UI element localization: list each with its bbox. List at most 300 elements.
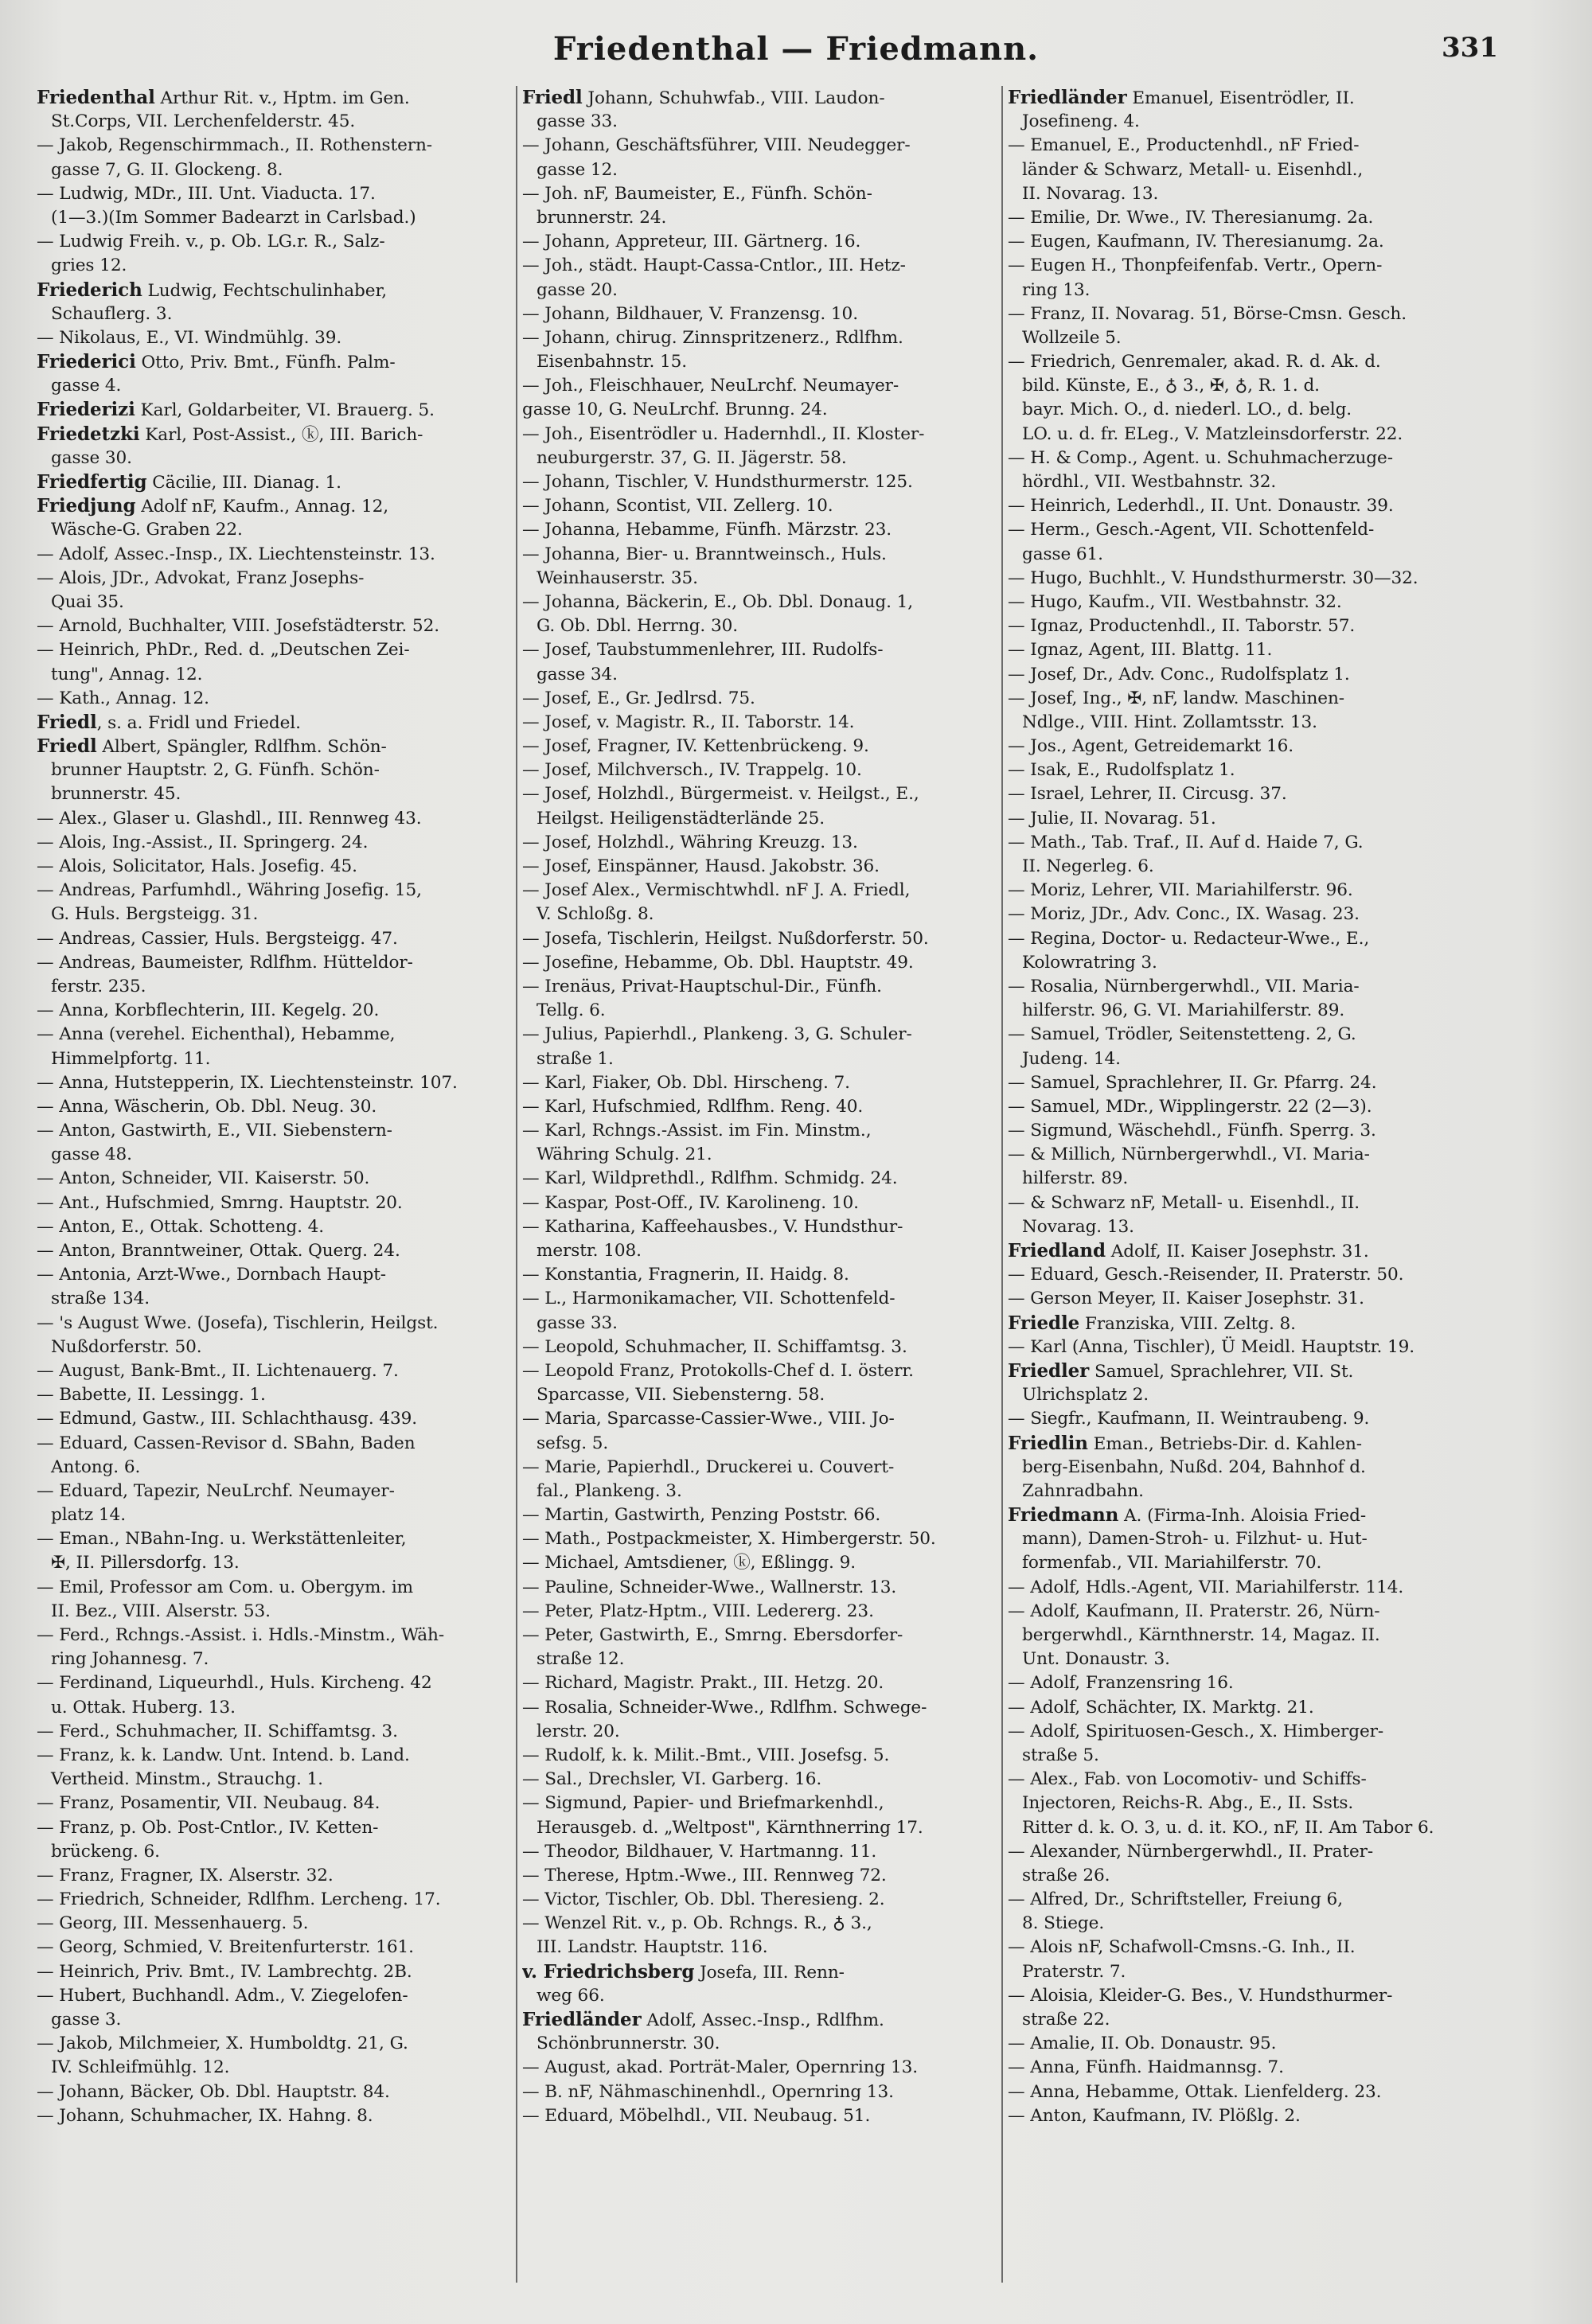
entry-line	[1008, 1095, 1500, 1119]
entry-text: — Joh., Eisentrödler u. Hadernhdl., II. Kloster-	[522, 423, 925, 444]
entry-text: bayr. Mich. O., d. niederl. LO., d. belg.	[1022, 400, 1352, 420]
entry-text: Nußdorferstr. 50.	[51, 1336, 202, 1357]
entry-text: Quai 35.	[51, 591, 124, 612]
entry-line	[522, 518, 995, 542]
entry-text: — Alexander, Nürnbergerwhdl., II. Prater-	[1008, 1841, 1374, 1862]
entry-line	[522, 614, 995, 638]
entry-text: gasse 7, G. II. Glockeng. 8.	[51, 159, 283, 180]
entry-text: — Gerson Meyer, II. Kaiser Josephstr. 31.	[1008, 1289, 1364, 1309]
entry-text: lerstr. 20.	[537, 1721, 620, 1741]
entry-text: — Arnold, Buchhalter, VIII. Josefstädterstr. 52.	[37, 616, 439, 637]
entry-surname: Friedler	[1008, 1359, 1090, 1382]
entry-text: — Ant., Hufschmied, Smrng. Hauptstr. 20.	[37, 1192, 403, 1213]
entry-line	[37, 1984, 514, 2008]
entry-text: hilferstr. 96, G. VI. Mariahilferstr. 89.	[1022, 1000, 1345, 1021]
entry-line	[37, 1624, 514, 1647]
entry-line	[1008, 591, 1500, 614]
entry-text: Vertheid. Minstm., Strauchg. 1.	[51, 1769, 323, 1790]
entry-line	[1008, 903, 1500, 926]
entry-line	[522, 1696, 995, 1720]
entry-line	[1008, 374, 1500, 398]
entry-line	[1008, 206, 1500, 230]
entry-line	[1008, 1191, 1500, 1215]
entry-line	[522, 543, 995, 567]
entry-text: — Kath., Annag. 12.	[37, 688, 209, 708]
entry-line	[1008, 254, 1500, 278]
entry-text: — Heinrich, PhDr., Red. d. „Deutschen Zei-	[37, 640, 410, 661]
entry-line	[522, 1456, 995, 1480]
entry-text: — Karl, Rchngs.-Assist. im Fin. Minstm.,	[522, 1121, 872, 1141]
entry-line	[1008, 1816, 1500, 1840]
entry-text: Otto, Priv. Bmt., Fünfh. Palm-	[135, 353, 396, 373]
entry-line	[1008, 1840, 1500, 1864]
entry-line	[1008, 1456, 1500, 1480]
entry-line	[37, 230, 514, 254]
entry-line	[1008, 1071, 1500, 1095]
entry-surname: Friedfertig	[37, 471, 147, 493]
entry-text: — Rosalia, Nürnbergerwhdl., VII. Maria-	[1008, 976, 1360, 996]
entry-text: Tellg. 6.	[537, 1000, 606, 1021]
entry-line	[1008, 494, 1500, 518]
entry-line	[522, 975, 995, 999]
entry-text: — Johann, Scontist, VII. Zellerg. 10.	[522, 496, 833, 517]
entry-line	[522, 638, 995, 662]
entry-line	[37, 302, 514, 326]
entry-text: formenfab., VII. Mariahilferstr. 70.	[1022, 1553, 1322, 1573]
entry-line	[1008, 134, 1500, 158]
entry-line	[37, 1696, 514, 1720]
entry-line	[37, 1119, 514, 1143]
entry-text: Währing Schulg. 21.	[537, 1144, 712, 1165]
entry-line	[37, 1432, 514, 1456]
entry-text: — Eugen H., Thonpfeifenfab. Vertr., Opern-	[1008, 255, 1383, 276]
entry-text: — Amalie, II. Ob. Donaustr. 95.	[1008, 2034, 1277, 2054]
entry-line	[522, 1215, 995, 1239]
entry-text: — August, akad. Porträt-Maler, Opernring 13.	[522, 2057, 919, 2078]
entry-line	[522, 855, 995, 879]
entry-line	[1008, 975, 1500, 999]
entry-text: V. Schloßg. 8.	[537, 904, 654, 925]
entry-line	[1008, 1960, 1500, 1984]
entry-text: Heilgst. Heiligenstädterlände 25.	[537, 808, 825, 829]
entry-line	[522, 1744, 995, 1768]
entry-line	[522, 1287, 995, 1311]
entry-line	[1008, 1336, 1500, 1359]
entry-text: — Friedrich, Genremaler, akad. R. d. Ak. d.	[1008, 352, 1381, 372]
entry-text: — Josef Alex., Vermischtwhdl. nF J. A. Friedl,	[522, 880, 911, 901]
entry-line	[37, 543, 514, 567]
entry-line	[522, 879, 995, 903]
entry-text: — Moriz, Lehrer, VII. Mariahilferstr. 96.	[1008, 880, 1353, 901]
entry-text: brückeng. 6.	[51, 1841, 160, 1862]
entry-text: — 's August Wwe. (Josefa), Tischlerin, Heilgst.	[37, 1312, 439, 1333]
entry-text: — Johanna, Hebamme, Fünfh. Märzstr. 23.	[522, 520, 892, 540]
entry-surname: Friedetzki	[37, 423, 140, 445]
entry-line	[37, 1143, 514, 1167]
entry-line	[522, 1527, 995, 1551]
entry-text: — Sigmund, Papier- und Briefmarkenhdl.,	[522, 1793, 884, 1814]
entry-line	[1008, 735, 1500, 758]
entry-line	[1008, 1047, 1500, 1071]
entry-text: — Karl (Anna, Tischler), Ü Meidl. Hauptstr. 19.	[1008, 1336, 1415, 1357]
entry-line	[37, 1551, 514, 1575]
entry-text: hördhl., VII. Westbahnstr. 32.	[1022, 472, 1277, 492]
entry-text: — Aloisia, Kleider-G. Bes., V. Hundsthurmer-	[1008, 1985, 1393, 2006]
entry-text: III. Landstr. Hauptstr. 116.	[537, 1937, 768, 1958]
entry-line	[37, 831, 514, 855]
entry-line	[37, 1480, 514, 1503]
entry-line	[1008, 711, 1500, 735]
entry-line	[1008, 2008, 1500, 2032]
entry-line	[522, 903, 995, 926]
entry-text: — Karl, Wildprethdl., Rdlfhm. Schmidg. 24.	[522, 1168, 898, 1189]
entry-text: gasse 3.	[51, 2010, 122, 2030]
entry-line	[522, 494, 995, 518]
entry-text: — B. nF, Nähmaschinenhdl., Opernring 13.	[522, 2081, 894, 2102]
entry-line	[522, 230, 995, 254]
entry-line	[522, 1503, 995, 1527]
entry-text: Eisenbahnstr. 15.	[537, 352, 688, 372]
entry-text: — Rudolf, k. k. Milit.-Bmt., VIII. Josefsg. 5.	[522, 1745, 890, 1765]
entry-text: Franziska, VIII. Zeltg. 8.	[1079, 1313, 1296, 1334]
entry-text: — Israel, Lehrer, II. Circusg. 37.	[1008, 784, 1287, 805]
entry-text: brunnerstr. 24.	[537, 207, 667, 228]
entry-text: tung", Annag. 12.	[51, 664, 203, 684]
entry-line	[1008, 1407, 1500, 1431]
entry-text: — Eugen, Kaufmann, IV. Theresianumg. 2a.	[1008, 232, 1384, 252]
entry-text: — Moriz, JDr., Adv. Conc., IX. Wasag. 23.	[1008, 904, 1360, 925]
entry-text: — Alois, JDr., Advokat, Franz Josephs-	[37, 567, 365, 588]
entry-line	[1008, 807, 1500, 831]
entry-line	[1008, 1383, 1500, 1407]
entry-line	[1008, 230, 1500, 254]
entry-text: Antong. 6.	[51, 1456, 141, 1477]
entry-line	[1008, 86, 1500, 110]
entry-line	[37, 1792, 514, 1815]
entry-line	[1008, 1215, 1500, 1239]
entry-line	[1008, 1720, 1500, 1744]
entry-line	[522, 591, 995, 614]
entry-text: — Joh., Fleischhauer, NeuLrchf. Neumayer-	[522, 376, 899, 396]
entry-line	[522, 350, 995, 374]
entry-line	[37, 638, 514, 662]
entry-line	[1008, 1792, 1500, 1815]
entry-text: sefsg. 5.	[537, 1433, 609, 1453]
entry-text: — Alfred, Dr., Schriftsteller, Freiung 6,	[1008, 1889, 1343, 1910]
entry-line	[1008, 1312, 1500, 1336]
entry-text: — Anton, Kaufmann, IV. Plößlg. 2.	[1008, 2105, 1301, 2126]
entry-line	[37, 446, 514, 470]
entry-text: ✠, II. Pillersdorfg. 13.	[51, 1553, 240, 1573]
entry-surname: Friedländer	[522, 2009, 642, 2030]
entry-text: Ritter d. k. O. 3, u. d. it. KO., nF, II. Am Tabor 6.	[1022, 1817, 1434, 1838]
entry-text: Praterstr. 7.	[1022, 1961, 1126, 1982]
entry-line	[37, 591, 514, 614]
entry-line	[1008, 1576, 1500, 1600]
entry-text: gasse 10, G. NeuLrchf. Brunng. 24.	[522, 400, 828, 420]
entry-text: straße 134.	[51, 1289, 150, 1309]
entry-text: — Hubert, Buchhandl. Adm., V. Ziegelofen-	[37, 1985, 408, 2006]
entry-text: — Johanna, Bier- u. Branntweinsch., Huls.	[522, 544, 887, 564]
entry-surname: v. Friedrichsberg	[522, 1960, 695, 1983]
entry-line	[522, 1768, 995, 1792]
entry-text: — Isak, E., Rudolfsplatz 1.	[1008, 760, 1235, 781]
entry-text: — Peter, Gastwirth, E., Smrng. Ebersdorfer-	[522, 1625, 903, 1645]
entry-text: — Franz, p. Ob. Post-Cntlor., IV. Ketten-	[37, 1817, 379, 1838]
entry-text: — Adolf, Hdls.-Agent, VII. Mariahilferstr. 114.	[1008, 1577, 1404, 1597]
entry-text: — Josef, Milchversch., IV. Trappelg. 10.	[522, 760, 862, 781]
entry-line	[37, 1095, 514, 1119]
entry-line	[37, 879, 514, 903]
entry-text: — Johann, chirug. Zinnspritzenerz., Rdlfhm.	[522, 327, 903, 348]
entry-line	[522, 831, 995, 855]
entry-line	[37, 2008, 514, 2032]
entry-line	[522, 423, 995, 446]
entry-line	[522, 927, 995, 951]
entry-line	[522, 1840, 995, 1864]
entry-line	[1008, 782, 1500, 806]
entry-line	[37, 1768, 514, 1792]
entry-text: — L., Harmonikamacher, VII. Schottenfeld-	[522, 1289, 896, 1309]
entry-line	[1008, 2080, 1500, 2104]
entry-text: Ndlge., VIII. Hint. Zollamtsstr. 13.	[1022, 712, 1317, 732]
entry-text: — Anton, E., Ottak. Schotteng. 4.	[37, 1216, 325, 1237]
entry-text: brunnerstr. 45.	[51, 784, 181, 805]
entry-text: — Hugo, Buchhlt., V. Hundsthurmerstr. 30—32.	[1008, 567, 1418, 588]
entry-line	[522, 1191, 995, 1215]
entry-line	[522, 470, 995, 494]
entry-text: Cäcilie, III. Dianag. 1.	[146, 473, 341, 493]
entry-line	[37, 614, 514, 638]
entry-text: brunner Hauptstr. 2, G. Fünfh. Schön-	[51, 760, 380, 781]
entry-text: — Josef, Taubstummenlehrer, III. Rudolfs-	[522, 640, 884, 661]
entry-text: — Anton, Gastwirth, E., VII. Siebenstern-	[37, 1121, 392, 1141]
entry-text: — Anna, Hutstepperin, IX. Liechtensteinstr. 107.	[37, 1072, 458, 1093]
entry-line	[522, 807, 995, 831]
entry-line	[1008, 831, 1500, 855]
entry-line	[37, 1071, 514, 1095]
entry-text: fal., Plankeng. 3.	[537, 1480, 682, 1501]
entry-text: Unt. Donaustr. 3.	[1022, 1649, 1170, 1670]
entry-line	[522, 182, 995, 206]
entry-text: ferstr. 235.	[51, 976, 146, 996]
entry-surname: Friederich	[37, 279, 142, 301]
entry-text: — Josef, E., Gr. Jedlrsd. 75.	[522, 688, 755, 708]
entry-text: — Math., Tab. Traf., II. Auf d. Haide 7, G.	[1008, 832, 1364, 852]
entry-line	[1008, 614, 1500, 638]
page-header	[0, 30, 1592, 78]
entry-line	[522, 1864, 995, 1888]
entry-text: — Heinrich, Priv. Bmt., IV. Lambrechtg. 2B.	[37, 1961, 412, 1982]
entry-text: länder & Schwarz, Metall- u. Eisenhdl.,	[1022, 159, 1364, 180]
entry-text: Adolf nF, Kaufm., Annag. 12,	[135, 497, 389, 517]
entry-line	[522, 206, 995, 230]
entry-text: — Adolf, Assec.-Insp., IX. Liechtensteinstr. 13.	[37, 544, 435, 564]
entry-line	[1008, 350, 1500, 374]
entry-line	[37, 567, 514, 591]
entry-line	[37, 711, 514, 735]
entry-text: — Anna, Fünfh. Haidmannsg. 7.	[1008, 2057, 1284, 2078]
entry-line	[522, 1792, 995, 1815]
entry-text: — Marie, Papierhdl., Druckerei u. Couvert-	[522, 1456, 895, 1477]
entry-line	[1008, 1287, 1500, 1311]
entry-text: — Anna, Wäscherin, Ob. Dbl. Neug. 30.	[37, 1096, 377, 1117]
entry-line	[1008, 1143, 1500, 1167]
entry-text: gasse 34.	[537, 664, 618, 684]
entry-line	[522, 1984, 995, 2008]
entry-text: — Ignaz, Productenhdl., II. Taborstr. 57.	[1008, 616, 1356, 637]
entry-line	[1008, 182, 1500, 206]
entry-text: Josefineng. 4.	[1022, 111, 1140, 132]
entry-text: straße 1.	[537, 1048, 614, 1069]
entry-text: Zahnradbahn.	[1022, 1480, 1144, 1501]
entry-text: — Richard, Magistr. Prakt., III. Hetzg. 20.	[522, 1673, 884, 1694]
entry-text: — Regina, Doctor- u. Redacteur-Wwe., E.,	[1008, 928, 1370, 949]
column-left	[37, 86, 514, 2283]
entry-line	[37, 1912, 514, 1936]
entry-line	[37, 1527, 514, 1551]
entry-text: — Edmund, Gastw., III. Schlachthausg. 439.	[37, 1409, 418, 1429]
entry-text: — Johann, Geschäftsführer, VIII. Neudegger-	[522, 135, 911, 156]
running-head: Friedenthal — Friedmann.	[552, 30, 1040, 68]
entry-line	[1008, 1263, 1500, 1287]
entry-text: — Rosalia, Schneider-Wwe., Rdlfhm. Schwege-	[522, 1697, 927, 1718]
entry-text: — Irenäus, Privat-Hauptschul-Dir., Fünfh.	[522, 976, 882, 996]
entry-text: ring Johannesg. 7.	[51, 1649, 209, 1670]
entry-text: — Kaspar, Post-Off., IV. Karolineng. 10.	[522, 1192, 859, 1213]
entry-text: — Sal., Drechsler, VI. Garberg. 16.	[522, 1769, 822, 1790]
entry-text: — Friedrich, Schneider, Rdlfhm. Lercheng. 17.	[37, 1889, 441, 1910]
entry-text: ring 13.	[1022, 279, 1091, 300]
entry-line	[1008, 1912, 1500, 1936]
entry-text: — Franz, Posamentir, VII. Neubaug. 84.	[37, 1793, 380, 1814]
entry-line	[37, 2104, 514, 2128]
entry-text: — Alex., Glaser u. Glashdl., III. Rennweg 43.	[37, 808, 422, 829]
entry-text: Ludwig, Fechtschulinhaber,	[142, 280, 388, 301]
entry-line	[1008, 110, 1500, 134]
entry-text: Adolf, II. Kaiser Josephstr. 31.	[1106, 1242, 1369, 1261]
entry-surname: Friederizi	[37, 399, 135, 421]
entry-text: — Joh., städt. Haupt-Cassa-Cntlor., III. Hetz-	[522, 255, 906, 276]
entry-text: — Josef, Holzhdl., Bürgermeist. v. Heilgst., E.,	[522, 784, 919, 805]
entry-text: — Johann, Tischler, V. Hundsthurmerstr. 125.	[522, 472, 913, 492]
entry-line	[522, 1263, 995, 1287]
entry-line	[1008, 1647, 1500, 1671]
column-middle	[516, 86, 995, 2283]
entry-text: — Ferd., Rchngs.-Assist. i. Hdls.-Minstm., Wäh-	[37, 1625, 445, 1645]
entry-text: straße 5.	[1022, 1745, 1099, 1765]
entry-text: — Anna, Hebamme, Ottak. Lienfelderg. 23.	[1008, 2081, 1382, 2102]
entry-text: — Adolf, Franzensring 16.	[1008, 1673, 1234, 1694]
entry-text: — Herm., Gesch.-Agent, VII. Schottenfeld-	[1008, 520, 1375, 540]
entry-text: — Anna (verehel. Eichenthal), Hebamme,	[37, 1024, 396, 1045]
entry-line	[37, 1336, 514, 1359]
entry-line	[1008, 1359, 1500, 1383]
entry-text: Injectoren, Reichs-R. Abg., E., II. Ssts.	[1022, 1793, 1354, 1814]
entry-line	[522, 782, 995, 806]
entry-line	[522, 687, 995, 711]
entry-text: — Sigmund, Wäschehdl., Fünfh. Sperrg. 3.	[1008, 1121, 1376, 1141]
entry-line	[522, 1551, 995, 1575]
entry-text: — Math., Postpackmeister, X. Himbergerstr. 50.	[522, 1529, 936, 1550]
entry-line	[1008, 302, 1500, 326]
entry-line	[1008, 687, 1500, 711]
entry-line	[1008, 758, 1500, 782]
entry-text: — Josef, Fragner, IV. Kettenbrückeng. 9.	[522, 736, 869, 757]
entry-text: — Nikolaus, E., VI. Windmühlg. 39.	[37, 327, 342, 348]
entry-line	[37, 423, 514, 446]
entry-text: Schönbrunnerstr. 30.	[537, 2034, 720, 2054]
entry-text: — Georg, III. Messenhauerg. 5.	[37, 1913, 309, 1934]
entry-text: — Karl, Hufschmied, Rdlfhm. Reng. 40.	[522, 1096, 864, 1117]
entry-text: — Eduard, Tapezir, NeuLrchf. Neumayer-	[37, 1480, 395, 1501]
entry-line	[37, 350, 514, 374]
entry-text: — Samuel, Sprachlehrer, II. Gr. Pfarrg. 24.	[1008, 1072, 1377, 1093]
entry-line	[1008, 543, 1500, 567]
entry-text: Josefa, III. Renn-	[694, 1962, 845, 1983]
entry-text: — Johann, Schuhmacher, IX. Hahng. 8.	[37, 2105, 373, 2126]
entry-line	[37, 663, 514, 687]
entry-line	[37, 758, 514, 782]
entry-line	[37, 1864, 514, 1888]
entry-line	[1008, 1239, 1500, 1263]
entry-line	[37, 2032, 514, 2056]
entry-text: — Martin, Gastwirth, Penzing Poststr. 66.	[522, 1505, 881, 1526]
entry-line	[37, 158, 514, 182]
entry-text: — Josef, Ing., ✠, nF, landw. Maschinen-	[1008, 688, 1344, 708]
entry-line	[522, 758, 995, 782]
entry-text: straße 22.	[1022, 2010, 1110, 2030]
entry-text: II. Bez., VIII. Alserstr. 53.	[51, 1601, 271, 1621]
entry-line	[37, 782, 514, 806]
entry-line	[522, 1071, 995, 1095]
entry-line	[37, 182, 514, 206]
entry-line	[37, 927, 514, 951]
entry-text: — Josefine, Hebamme, Ob. Dbl. Hauptstr. 49.	[522, 952, 914, 973]
entry-text: — Wenzel Rit. v., p. Ob. Rchngs. R., ♁ 3.,	[522, 1913, 872, 1934]
entry-line	[37, 1383, 514, 1407]
entry-line	[1008, 1119, 1500, 1143]
entry-text: — Ignaz, Agent, III. Blattg. 11.	[1008, 640, 1273, 661]
entry-text: Karl, Post-Assist., ⓚ, III. Barich-	[139, 424, 423, 445]
entry-line	[522, 1383, 995, 1407]
entry-text: Karl, Goldarbeiter, VI. Brauerg. 5.	[135, 400, 435, 421]
entry-line	[1008, 1600, 1500, 1624]
entry-line	[522, 158, 995, 182]
entry-text: — Jakob, Regenschirmmach., II. Rothenstern-	[37, 135, 432, 156]
entry-line	[37, 855, 514, 879]
entry-line	[522, 1047, 995, 1071]
entry-text: weg 66.	[537, 1985, 605, 2006]
entry-line	[1008, 1696, 1500, 1720]
entry-text: — Jos., Agent, Getreidemarkt 16.	[1008, 736, 1294, 757]
entry-text: bild. Künste, E., ♁ 3., ✠, ♁, R. 1. d.	[1022, 376, 1320, 396]
entry-text: — & Millich, Nürnbergerwhdl., VI. Maria-	[1008, 1144, 1370, 1165]
entry-text: bergerwhdl., Kärnthnerstr. 14, Magaz. II.	[1022, 1625, 1380, 1645]
entry-text: — Babette, II. Lessingg. 1.	[37, 1385, 266, 1406]
entry-text: — Anna, Korbflechterin, III. Kegelg. 20.	[37, 1000, 380, 1021]
entry-line	[1008, 326, 1500, 350]
entry-line	[37, 1576, 514, 1600]
entry-line	[37, 2056, 514, 2080]
entry-text: — Josef, v. Magistr. R., II. Taborstr. 14.	[522, 712, 855, 732]
entry-text: — Samuel, Trödler, Seitenstetteng. 2, G.	[1008, 1024, 1356, 1045]
entry-text: Judeng. 14.	[1022, 1048, 1121, 1069]
entry-text: Samuel, Sprachlehrer, VII. St.	[1089, 1361, 1354, 1382]
entry-text: — Johanna, Bäckerin, E., Ob. Dbl. Donaug. 1,	[522, 591, 914, 612]
entry-line	[37, 1840, 514, 1864]
entry-text: — August, Bank-Bmt., II. Lichtenauerg. 7.	[37, 1360, 399, 1381]
